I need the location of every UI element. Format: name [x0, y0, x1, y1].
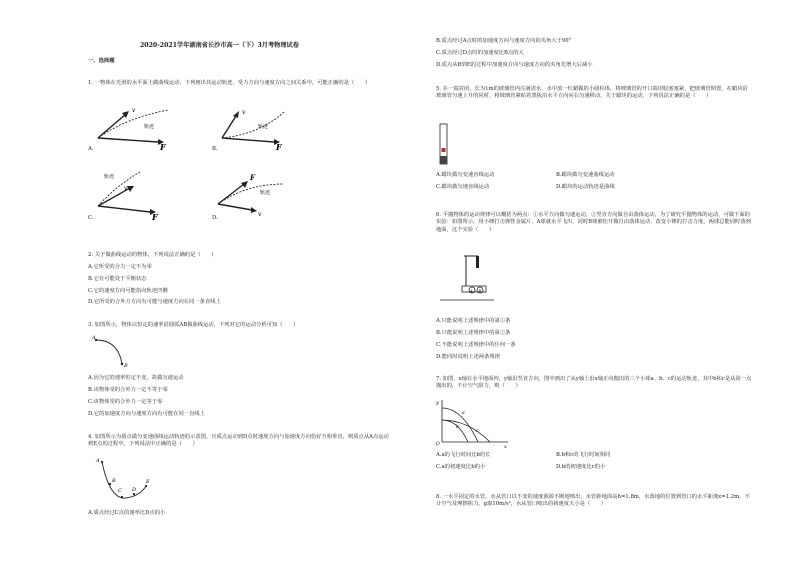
- q5-option-d[interactable]: D.蜡块的运动轨迹是曲线: [556, 184, 615, 190]
- q3-arc: [96, 340, 122, 364]
- q1d-track: [218, 184, 284, 204]
- q7-stem: 7. 如图，x轴在水平地面内，y轴沿竖直方向，图中画出了从y轴上沿x轴正向抛出的三个小球a、b、c的运动轨迹，其中b和c是从同一点抛出的，不计空气阻力，则（ ）: [436, 376, 752, 390]
- q5-tube-figure: [438, 122, 452, 168]
- q8-stem: 8. 一水平固定的水管，水从管口以不变的速度源源不断地喷出，水管距地面高h=1.8m，水落地的位置到管口的水平距离x=1.2m，不计空气及摩擦阻力，g取10m/s²，水从管口喷出的初速度大小是（ ）: [436, 494, 750, 508]
- q1-option-d[interactable]: D.: [212, 215, 218, 221]
- q4-label-c: C: [118, 488, 122, 494]
- q1c-track-label: 轨迹: [104, 174, 115, 180]
- q5-wax-block: [442, 148, 446, 152]
- q1a-velocity-arrow: [98, 114, 126, 138]
- q4-stem: 4. 如图所示为质点做匀变速曲线运动轨迹的示意图，且质点运动到D点时速度方向与加速度方向恰好互相垂直，则质点从A点运动到E点的过程中，下列说法中正确的是（ ）: [88, 434, 389, 448]
- q6-option-d[interactable]: D.能同时说明上述两条规律: [436, 354, 501, 360]
- q3-label-a: A: [92, 335, 96, 341]
- q3-option-b[interactable]: B.该物体受的合外力一定不等于零: [88, 387, 168, 393]
- q7-track-a: [442, 408, 478, 442]
- q5-option-c[interactable]: C.蜡块做匀速直线运动: [436, 184, 490, 190]
- q1d-f-label: F: [250, 173, 255, 182]
- q4-label-d: D: [132, 487, 137, 493]
- q1-option-b[interactable]: B.: [212, 146, 218, 152]
- q1-option-c[interactable]: C.: [88, 215, 94, 221]
- q1a-f-label: F: [160, 142, 166, 152]
- q4-figure: [96, 456, 156, 504]
- q3-option-c[interactable]: C.该物体受的合外力一定等于零: [88, 399, 163, 405]
- q1c-v-label: v: [124, 185, 128, 192]
- q3-option-d[interactable]: D.它的加速度方向与速度方向有可能在同一直线上: [88, 411, 205, 417]
- q7-track-b: [442, 420, 468, 442]
- q7-option-b[interactable]: B.b和c的飞行时间相同: [556, 452, 611, 458]
- q1b-track: [222, 112, 284, 138]
- q7-label-o: O: [436, 442, 440, 447]
- exam-title: 2020-2021学年湖南省长沙市高一（下）3月考物理试卷: [140, 42, 299, 49]
- q3-label-b: B: [124, 363, 128, 369]
- q4-label-b: B: [112, 478, 116, 484]
- q4-option-d[interactable]: D.质点从B到E的过程中加速度方向与速度方向的夹角先增大后减小: [436, 62, 593, 68]
- q2-stem: 2. 关于做曲线运动的物体，下列说法正确的是（ ）: [88, 252, 217, 258]
- q1-option-a[interactable]: A.: [88, 146, 94, 152]
- q2-option-a[interactable]: A.它所受的合力一定不为零: [88, 264, 152, 270]
- q7-option-d[interactable]: D.b的初速度比c的小: [556, 464, 606, 470]
- q6-stem: 6. 平抛物体的运动规律可以概括为两点：①水平方向做匀速运动，②竖直方向做自由落体运动，为了研究平抛物体的运动，可做下面的实验：如图所示，用小锤打击弹性金属片，A球就水平飞出，同时B球被松开做自由落体运动，改变小锤的打击力度，两球总能同时落到地面，这个实验（ ）: [436, 212, 751, 233]
- q3-figure: [92, 334, 142, 368]
- q1b-v-label: v: [242, 109, 246, 116]
- q1a-track: [98, 110, 168, 138]
- q4-track: [102, 462, 146, 498]
- q1a-v-label: v: [132, 107, 136, 114]
- q1b-velocity-arrow: [222, 116, 236, 138]
- q1d-track-label: 轨迹: [260, 190, 271, 196]
- q7-label-c: c: [476, 429, 479, 434]
- q6-hammer: [476, 256, 479, 268]
- q4-label-a: A: [96, 458, 100, 464]
- q5-stopper: [440, 156, 447, 164]
- q6-option-a[interactable]: A.只能说明上述规律中的第①条: [436, 318, 511, 324]
- q4-label-e: E: [146, 479, 150, 485]
- q1a-track-label: 轨迹: [144, 124, 155, 130]
- q2-option-b[interactable]: B.它有可能处于平衡状态: [88, 276, 147, 282]
- q5-option-a[interactable]: A.蜡块做匀变速直线运动: [436, 172, 495, 178]
- q2-option-d[interactable]: D.它所受的合外力方向有可能与速度方向在同一条直线上: [88, 299, 221, 305]
- q7-figure: [436, 398, 510, 450]
- q6-apparatus-figure: [438, 246, 498, 304]
- q7-label-x: x: [504, 444, 507, 450]
- q4-option-c[interactable]: C.质点经过D点时的加速度比B点的大: [436, 50, 524, 56]
- q1c-force-arrow: [98, 206, 150, 212]
- q1d-velocity-arrow: [218, 204, 252, 210]
- q2-option-c[interactable]: C.它的速度方向可能指向轨迹凹侧: [88, 288, 168, 294]
- q5-option-b[interactable]: B.蜡块做匀变速曲线运动: [556, 172, 615, 178]
- q7-label-b: b: [456, 425, 459, 430]
- q1b-f-label: F: [276, 142, 282, 152]
- q1a-force-arrow: [98, 138, 158, 142]
- q1-figure-d: [216, 172, 306, 218]
- q7-label-y: y: [436, 400, 439, 406]
- q6-label-b: B: [478, 289, 482, 293]
- q1-stem: 1. 一物体在光滑的水平面上做曲线运动，下列画出其运动轨迹、受力方向与速度方向之间关系中，可能正确的是（ ）: [88, 80, 371, 86]
- q1-figure-b: [220, 104, 310, 150]
- q7-label-a: a: [462, 411, 465, 416]
- q5-stem: 5. 在一端封闭、长为1m的玻璃管内注满清水，水中放一红蜡做的小圆柱体，将玻璃管的开口端用胶塞塞紧，把玻璃管倒置，在蜡块沿玻璃管匀速上升的同时，将玻璃管紧贴着黑板沿水平方向向右匀速移动，关于蜡块的运动，下列说法正确的是（ ）: [436, 86, 748, 100]
- q3-stem: 3. 如图所示，物体以恒定的速率沿圆弧AB做曲线运动，下列对它的运动分析可知（ ）: [88, 322, 299, 328]
- q1-figure-c: [96, 166, 186, 222]
- section-heading: 一、选择题: [88, 58, 115, 64]
- q6-option-b[interactable]: B.只能说明上述规律中的第②条: [436, 330, 511, 336]
- q1b-track-label: 轨迹: [258, 124, 269, 130]
- q6-label-a: A: [470, 289, 473, 293]
- q1-figure-a: [96, 104, 186, 150]
- q1b-force-arrow: [222, 138, 274, 142]
- q1d-v-label: v: [258, 211, 262, 218]
- q4-option-b[interactable]: B.质点经过A点时的加速度方向与速度方向的夹角大于90°: [436, 38, 572, 44]
- q7-option-c[interactable]: C.a的初速度比b的小: [436, 464, 486, 470]
- q1c-f-label: F: [152, 212, 158, 222]
- q6-option-c[interactable]: C.不能说明上述规律中的任何一条: [436, 342, 516, 348]
- q7-option-a[interactable]: A.a的飞行时间比b的长: [436, 452, 491, 458]
- q4-option-a[interactable]: A.质点经过C点的速率比D点的小: [88, 510, 166, 516]
- q3-option-a[interactable]: A.因为它的速率恒定不变，故做匀速运动: [88, 375, 184, 381]
